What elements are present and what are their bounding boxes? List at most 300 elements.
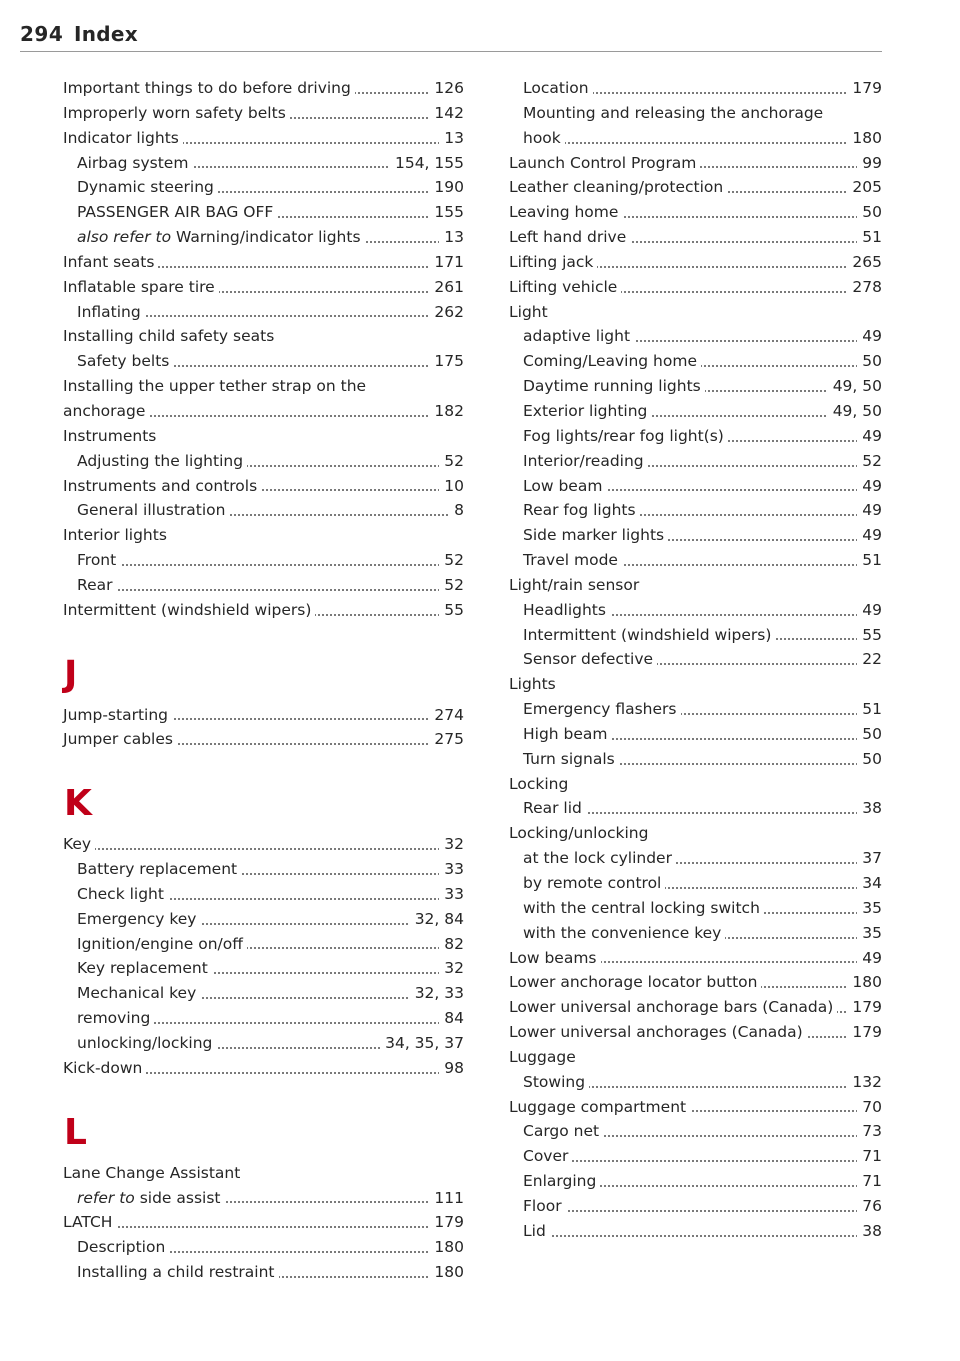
index-subentry — [63, 1186, 464, 1211]
section-spacer — [63, 752, 464, 766]
index-term — [77, 576, 116, 594]
index-term-text: by remote control — [523, 874, 662, 892]
index-term-text: Location — [523, 79, 589, 97]
index-subentry — [509, 399, 882, 424]
index-term — [77, 1238, 169, 1256]
index-term-text: Lifting jack — [509, 252, 594, 271]
index-term-text: side assist — [139, 1188, 221, 1207]
index-page-reference: 99 — [857, 151, 882, 176]
index-term — [509, 775, 568, 793]
index-page-reference: 274 — [429, 703, 464, 728]
index-term — [523, 899, 764, 917]
index-entry — [63, 1161, 464, 1186]
index-term — [63, 526, 167, 544]
index-term-text: Luggage compartment — [509, 1097, 687, 1116]
index-term-text: Front — [77, 551, 117, 570]
index-page-reference: 171 — [429, 250, 464, 275]
index-subentry — [509, 722, 882, 747]
index-page-reference: 38 — [857, 1219, 882, 1244]
index-term-text: Locking/unlocking — [509, 824, 649, 843]
index-subentry — [509, 374, 882, 399]
index-entry — [509, 250, 882, 275]
index-subentry — [63, 932, 464, 957]
index-page-reference: 205 — [847, 175, 882, 200]
index-subentry — [509, 598, 882, 623]
index-term-text: Cover — [523, 1147, 569, 1166]
index-term — [63, 477, 261, 495]
index-term — [523, 650, 657, 668]
index-page-reference: 32, 33 — [410, 981, 464, 1006]
index-term-text: Cargo net — [523, 1122, 600, 1141]
index-term — [523, 452, 648, 470]
index-page-reference: 49 — [857, 498, 882, 523]
index-page-reference: 49 — [857, 424, 882, 449]
index-page-reference: 49 — [857, 474, 882, 499]
index-page-reference: 278 — [847, 275, 882, 300]
index-term-text: Leather cleaning/protection — [509, 178, 724, 197]
index-page-reference: 175 — [429, 349, 464, 374]
index-term — [63, 706, 172, 724]
index-term-text: Ignition/engine on/off — [77, 934, 243, 953]
index-subentry — [509, 846, 882, 871]
index-subentry — [63, 1260, 464, 1285]
index-term-text: LATCH — [63, 1213, 113, 1232]
index-term-text: Coming/Leaving home — [523, 352, 698, 371]
index-term-text: Installing the upper tether strap on the — [63, 377, 367, 396]
index-entry — [63, 374, 464, 399]
index-term — [523, 1122, 603, 1140]
index-page-reference: 71 — [857, 1169, 882, 1194]
index-subentry — [509, 126, 882, 151]
index-term-text: Fog lights/rear fog light(s) — [523, 426, 724, 445]
index-page-reference: 49, 50 — [828, 399, 882, 424]
index-term-text: with the central locking switch — [523, 898, 760, 917]
index-page-reference: 13 — [439, 126, 464, 151]
index-page-reference: 10 — [439, 474, 464, 499]
index-term — [523, 129, 565, 147]
index-term — [509, 278, 621, 296]
index-term — [523, 79, 593, 97]
index-entry — [63, 324, 464, 349]
index-entry — [63, 101, 464, 126]
index-term-text: Instruments — [63, 426, 157, 445]
index-entry — [63, 1056, 464, 1081]
index-term — [77, 178, 218, 196]
index-term — [77, 551, 120, 569]
index-term — [509, 675, 556, 693]
index-entry — [509, 995, 882, 1020]
index-subentry — [63, 151, 464, 176]
index-term — [77, 885, 168, 903]
index-subentry — [63, 1031, 464, 1056]
index-term — [523, 1172, 600, 1190]
index-term — [63, 730, 177, 748]
index-page-reference: 51 — [857, 548, 882, 573]
index-term-text: Mechanical key — [77, 984, 197, 1003]
index-term — [77, 860, 241, 878]
index-term — [77, 452, 247, 470]
index-term-text: Launch Control Program — [509, 153, 697, 172]
index-term — [523, 477, 606, 495]
index-term — [509, 228, 630, 246]
index-term-text: Important things to do before driving — [63, 79, 351, 97]
index-page-reference: 8 — [449, 498, 464, 523]
index-term — [77, 303, 145, 321]
index-page-reference: 50 — [857, 349, 882, 374]
index-page-reference: 111 — [429, 1186, 464, 1211]
index-entry — [63, 474, 464, 499]
index-term — [523, 526, 668, 544]
index-term-text: High beam — [523, 724, 608, 743]
index-subentry — [509, 349, 882, 374]
index-page-reference: 37 — [857, 846, 882, 871]
index-subentry — [63, 225, 464, 250]
index-entry — [509, 300, 882, 325]
index-term-text: Floor — [523, 1196, 562, 1215]
index-term — [509, 949, 601, 967]
index-term — [523, 1073, 589, 1091]
index-entry — [509, 225, 882, 250]
index-subentry — [509, 896, 882, 921]
index-page-reference: 55 — [857, 623, 882, 648]
index-page-reference: 71 — [857, 1144, 882, 1169]
index-term — [523, 601, 610, 619]
index-subentry — [509, 449, 882, 474]
index-term-text: at the lock cylinder — [523, 849, 672, 868]
index-term — [509, 1023, 807, 1041]
index-subentry — [63, 956, 464, 981]
index-page-reference: 49, 50 — [828, 374, 882, 399]
index-subentry — [509, 548, 882, 573]
index-term-text: Rear fog lights — [523, 501, 636, 520]
index-term — [77, 203, 277, 221]
index-term-text: Infant seats — [63, 252, 155, 271]
index-page-reference: 180 — [847, 970, 882, 995]
index-term-text: Adjusting the lighting — [77, 451, 244, 470]
index-term — [77, 1263, 279, 1281]
index-term-text: Jump-starting — [63, 705, 168, 724]
index-term-text: Battery replacement — [77, 860, 238, 879]
index-term — [509, 178, 727, 196]
index-term — [523, 427, 728, 445]
index-term — [509, 203, 622, 221]
index-subentry — [63, 1235, 464, 1260]
index-subentry — [509, 623, 882, 648]
index-page-reference: 49 — [857, 523, 882, 548]
index-term-text: hook — [523, 128, 561, 147]
index-term — [63, 129, 183, 147]
index-term-text: Lane Change Assistant — [63, 1163, 241, 1182]
index-subentry — [509, 796, 882, 821]
index-term — [77, 1009, 154, 1027]
index-term — [509, 1098, 690, 1116]
index-term — [63, 79, 355, 97]
index-term — [523, 874, 665, 892]
index-term-text: Intermittent (windshield wipers) — [63, 600, 312, 619]
index-page-reference: 142 — [429, 101, 464, 126]
index-term-text: Indicator lights — [63, 128, 179, 147]
index-subentry — [509, 1119, 882, 1144]
index-page-reference: 50 — [857, 722, 882, 747]
index-page-reference: 265 — [847, 250, 882, 275]
index-subentry — [63, 498, 464, 523]
section-spacer — [63, 623, 464, 637]
index-term-text: Turn signals — [523, 749, 615, 768]
index-subentry — [63, 175, 464, 200]
index-term — [509, 576, 639, 594]
index-subentry — [63, 200, 464, 225]
index-page-reference: 52 — [439, 449, 464, 474]
index-term — [77, 959, 212, 977]
index-term-text: PASSENGER AIR BAG OFF — [77, 203, 274, 222]
index-term-text: Jumper cables — [63, 730, 173, 749]
index-page-reference: 33 — [439, 857, 464, 882]
section-title: Index — [74, 22, 138, 46]
page-number: 294 — [20, 22, 64, 46]
index-term — [63, 402, 149, 420]
index-page-reference: 182 — [429, 399, 464, 424]
index-term-text: Improperly worn safety belts — [63, 103, 286, 122]
index-entry — [63, 523, 464, 548]
index-entry — [509, 1095, 882, 1120]
index-page-reference: 34 — [857, 871, 882, 896]
index-page-reference: 126 — [429, 76, 464, 101]
index-term-text: Lower anchorage locator button — [509, 973, 758, 992]
index-page-reference: 49 — [857, 324, 882, 349]
index-term — [509, 253, 597, 271]
index-term-text: Emergency flashers — [523, 700, 677, 719]
index-page-reference: 98 — [439, 1056, 464, 1081]
index-entry — [63, 727, 464, 752]
index-term — [523, 1147, 572, 1165]
index-term — [509, 973, 761, 991]
index-term-text: Stowing — [523, 1072, 586, 1091]
index-term — [509, 303, 548, 321]
index-term-text: Mounting and releasing the anchorage — [523, 103, 824, 122]
index-term — [63, 601, 315, 619]
page-header — [20, 22, 882, 54]
index-column-left — [63, 76, 464, 1285]
index-term-text: Lid — [523, 1221, 546, 1240]
index-subentry — [63, 548, 464, 573]
index-term — [63, 327, 274, 345]
index-page-reference: 35 — [857, 896, 882, 921]
index-term-text: Description — [77, 1238, 166, 1257]
index-term-text: Key — [63, 835, 92, 854]
index-page-reference: 180 — [429, 1235, 464, 1260]
index-page-reference: 50 — [857, 747, 882, 772]
index-term — [77, 935, 247, 953]
index-term — [63, 427, 156, 445]
index-page-reference: 32, 84 — [410, 907, 464, 932]
index-subentry — [63, 882, 464, 907]
index-term-text: Low beams — [509, 948, 597, 967]
index-term — [523, 1222, 550, 1240]
index-term-text: Interior lights — [63, 526, 167, 545]
index-page-reference: 38 — [857, 796, 882, 821]
index-subentry — [509, 324, 882, 349]
index-entry — [63, 598, 464, 623]
index-term — [523, 104, 823, 122]
index-term-text: Luggage — [509, 1047, 576, 1066]
index-page-reference: 84 — [439, 1006, 464, 1031]
index-term — [63, 104, 290, 122]
index-term-text: Inflating — [77, 302, 141, 321]
index-term-text: Travel mode — [523, 551, 618, 570]
index-term — [523, 750, 619, 768]
index-term — [63, 377, 366, 395]
index-term — [77, 910, 200, 928]
index-term-text: Lower universal anchorages (Canada) — [509, 1023, 803, 1042]
index-term-text: Emergency key — [77, 909, 197, 928]
index-subentry — [509, 1219, 882, 1244]
index-term-text: Rear — [77, 575, 113, 594]
index-page-reference: 49 — [857, 598, 882, 623]
index-entry — [509, 772, 882, 797]
index-term — [523, 799, 586, 817]
index-term — [63, 253, 158, 271]
index-page-reference: 51 — [857, 225, 882, 250]
index-term — [77, 352, 173, 370]
index-page-reference: 32 — [439, 832, 464, 857]
index-term — [63, 1059, 146, 1077]
index-subentry — [63, 1006, 464, 1031]
index-term — [523, 626, 775, 644]
index-entry — [63, 126, 464, 151]
index-term-text: Left hand drive — [509, 228, 627, 247]
index-page-reference: 51 — [857, 697, 882, 722]
index-subentry — [63, 857, 464, 882]
index-letter-heading: L — [64, 1111, 87, 1153]
index-page-reference: 132 — [847, 1070, 882, 1095]
index-term — [523, 700, 681, 718]
index-term-text: Kick-down — [63, 1058, 143, 1077]
index-term-text: Warning/indicator lights — [176, 228, 361, 247]
index-term-text: Rear lid — [523, 799, 582, 818]
index-term-text: Intermittent (windshield wipers) — [523, 625, 772, 644]
index-term — [509, 154, 700, 172]
index-term-text: Locking — [509, 774, 569, 793]
index-term — [523, 402, 651, 420]
index-term-text: unlocking/locking — [77, 1034, 213, 1052]
index-entry — [509, 821, 882, 846]
index-term — [523, 352, 701, 370]
index-page-reference: 52 — [439, 573, 464, 598]
index-subentry — [63, 573, 464, 598]
index-term — [63, 835, 95, 853]
index-subentry — [509, 1194, 882, 1219]
index-term-text: anchorage — [63, 401, 146, 420]
index-subentry — [509, 1169, 882, 1194]
index-term — [523, 551, 622, 569]
index-term-text: Low beam — [523, 476, 603, 495]
index-page-reference: 179 — [847, 995, 882, 1020]
index-subentry — [509, 498, 882, 523]
index-page-reference: 35 — [857, 921, 882, 946]
index-subentry — [509, 424, 882, 449]
index-subentry — [509, 76, 882, 101]
index-entry — [63, 250, 464, 275]
index-entry — [509, 175, 882, 200]
index-entry — [509, 1020, 882, 1045]
index-subentry — [509, 871, 882, 896]
index-letter-heading: K — [64, 783, 92, 825]
index-term-text: Inflatable spare tire — [63, 277, 215, 296]
index-term — [509, 824, 648, 842]
index-page-reference: 262 — [429, 300, 464, 325]
index-entry — [63, 703, 464, 728]
index-page-reference: 154, 155 — [390, 151, 464, 176]
index-term-text: Dynamic steering — [77, 178, 214, 197]
index-page-reference: 261 — [429, 275, 464, 300]
index-term-text: Daytime running lights — [523, 377, 701, 396]
index-page-reference: 33 — [439, 882, 464, 907]
index-subentry — [63, 449, 464, 474]
index-term — [77, 1189, 225, 1207]
index-page-reference: 82 — [439, 932, 464, 957]
header-divider — [20, 51, 882, 52]
index-subentry — [509, 747, 882, 772]
index-term — [509, 998, 837, 1016]
index-page-reference: 180 — [429, 1260, 464, 1285]
index-entry — [509, 151, 882, 176]
index-page-reference: 22 — [857, 647, 882, 672]
index-term-text: Interior/reading — [523, 451, 644, 470]
index-term — [509, 1048, 576, 1066]
index-term — [523, 924, 725, 942]
index-page-reference: 52 — [439, 548, 464, 573]
index-subentry — [63, 349, 464, 374]
index-page-reference: 155 — [429, 200, 464, 225]
index-term-text: Installing child safety seats — [63, 327, 275, 346]
index-term — [523, 1197, 566, 1215]
index-term-text: Safety belts — [77, 352, 170, 371]
index-term-text: Lights — [509, 675, 556, 694]
index-page-reference: 55 — [439, 598, 464, 623]
index-page-reference: 49 — [857, 946, 882, 971]
index-subentry — [509, 697, 882, 722]
index-term-text: adaptive light — [523, 327, 631, 346]
index-page-reference: 180 — [847, 126, 882, 151]
index-entry — [509, 1045, 882, 1070]
index-term-text: General illustration — [77, 501, 226, 520]
index-term — [77, 501, 229, 519]
index-page-reference: 34, 35, 37 — [380, 1031, 464, 1056]
index-page-reference: 179 — [847, 76, 882, 101]
index-term-text: Instruments and controls — [63, 476, 258, 495]
index-subentry — [509, 647, 882, 672]
index-page-reference: 275 — [429, 727, 464, 752]
index-entry — [63, 1210, 464, 1235]
index-term — [523, 725, 612, 743]
index-term-text: Leaving home — [509, 203, 619, 222]
index-term — [63, 278, 219, 296]
index-subentry — [509, 1070, 882, 1095]
index-subentry — [63, 300, 464, 325]
index-term-text: Headlights — [523, 600, 606, 619]
index-term-text: Key replacement — [77, 959, 208, 978]
index-page-reference: 52 — [857, 449, 882, 474]
index-term — [77, 1034, 216, 1052]
index-term-text: Light — [509, 302, 548, 321]
index-term — [523, 849, 676, 867]
index-entry — [63, 399, 464, 424]
index-term-text: Installing a child restraint — [77, 1263, 275, 1282]
index-term — [523, 377, 705, 395]
index-entry — [509, 946, 882, 971]
index-term — [523, 501, 640, 519]
index-page-reference: 50 — [857, 200, 882, 225]
